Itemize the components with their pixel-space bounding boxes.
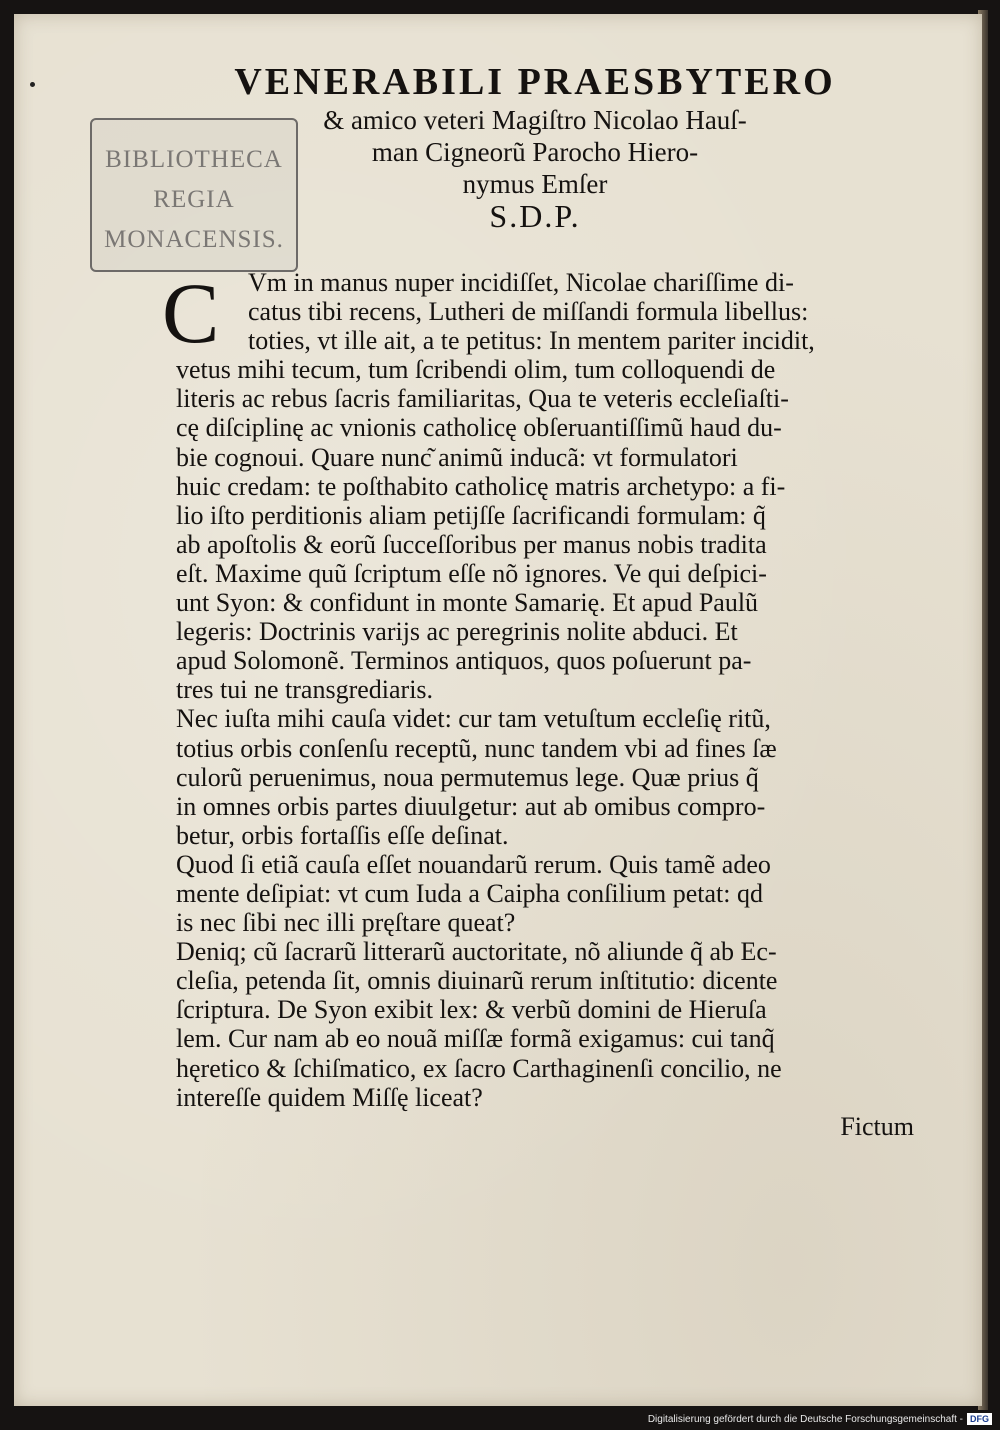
heading-line-3: nymus Emſer xyxy=(462,169,608,199)
text-line: lem. Cur nam ab eo nouã miſſæ formã exigamus: cui tanq̃ xyxy=(176,1024,775,1054)
text-line: Deniq; cũ ſacrarũ litterarũ auctoritate, nõ aliunde q̃ ab Ec- xyxy=(176,937,777,967)
text-line: catus tibi recens, Lutheri de miſſandi formula libellus: xyxy=(248,297,809,327)
letter-body xyxy=(176,268,914,1141)
heading-line-2: man Cigneorũ Parocho Hiero- xyxy=(371,137,699,167)
text-line: eſt. Maxime quũ ſcriptum eſſe nõ ignores. Ve qui deſpici- xyxy=(176,558,767,588)
catchword: Fictum xyxy=(840,1111,914,1141)
stamp-line-2: REGIA xyxy=(153,186,235,213)
text-line: Vm in manus nuper incidiſſet, Nicolae chariſſime di- xyxy=(248,268,794,297)
text-line: lio iſto perditionis aliam petijſſe ſacrificandi formulam: q̃ xyxy=(176,500,766,530)
text-line: intereſſe quidem Miſſę liceat? xyxy=(176,1082,483,1112)
text-line: Quod ſi etiã cauſa eſſet nouandarũ rerum. Quis tamẽ adeo xyxy=(176,849,771,879)
text-line: ſcriptura. De Syon exibit lex: & verbũ domini de Hieruſa xyxy=(176,995,767,1025)
text-line: hęretico & ſchiſmatico, ex ſacro Carthaginenſi concilio, ne xyxy=(176,1053,782,1083)
heading-line-1: & amico veteri Magiſtro Nicolao Hauſ- xyxy=(323,105,747,135)
credit-text: Digitalisierung gefördert durch die Deutsche Forschungsgemeinschaft - xyxy=(647,1414,963,1425)
text-line: huic credam: te poſthabito catholicę matris archetypo: a fi- xyxy=(176,471,786,501)
text-line: cleſia, petenda ſit, omnis diuinarũ rerum inſtitutio: dicente xyxy=(176,966,778,996)
text-line: apud Solomonẽ. Terminos antiquos, quos poſuerunt pa- xyxy=(176,646,752,676)
text-line: culorũ peruenimus, noua permutemus lege. Quæ prius q̃ xyxy=(176,762,759,792)
stamp-line-1: BIBLIOTHECA xyxy=(105,146,283,173)
text-line: toties, vt ille ait, a te petitus: In mentem pariter incidit, xyxy=(248,326,815,356)
text-line: unt Syon: & confidunt in monte Samarię. Et apud Paulũ xyxy=(176,588,759,618)
text-line: Nec iuſta mihi cauſa videt: cur tam vetuſtum eccleſię ritũ, xyxy=(176,704,771,734)
digitization-credit xyxy=(600,1412,992,1428)
text-line: tres tui ne transgrediaris. xyxy=(176,675,434,705)
text-line: cę diſciplinę ac vnionis catholicę obſeruantiſſimũ haud du- xyxy=(176,413,782,443)
heading-title: VENERABILI PRAESBYTERO xyxy=(234,61,836,103)
text-line: mente deſipiat: vt cum Iuda a Caipha conſilium petat: qd xyxy=(176,878,764,908)
initial-letter: C xyxy=(162,265,220,361)
text-line: legeris: Doctrinis varijs ac peregrinis nolite abduci. Et xyxy=(176,617,738,647)
text-line: vetus mihi tecum, tum ſcribendi olim, tum colloquendi de xyxy=(176,355,776,385)
text-line: is nec ſibi nec illi pręſtare queat? xyxy=(176,908,516,938)
text-line: in omnes orbis partes diuulgetur: aut ab omibus compro- xyxy=(176,791,766,821)
text-line: ab apoſtolis & eorũ ſucceſſoribus per manus nobis tradita xyxy=(176,529,767,559)
text-line: bie cognoui. Quare nunc͂ animũ inducã: vt formulatori xyxy=(176,442,738,472)
page-mark xyxy=(30,82,35,87)
dfg-logo: DFG xyxy=(967,1413,992,1425)
text-line: betur, orbis fortaſſis eſſe deſinat. xyxy=(176,820,509,850)
heading-salutation: S.D.P. xyxy=(489,198,581,234)
text-line: totius orbis conſenſu receptũ, nunc tandem vbi ad fines ſæ xyxy=(176,733,777,763)
stamp-line-3: MONACENSIS. xyxy=(104,226,284,253)
text-line: literis ac rebus ſacris familiaritas, Qua te veteris eccleſiaſti- xyxy=(176,384,789,414)
